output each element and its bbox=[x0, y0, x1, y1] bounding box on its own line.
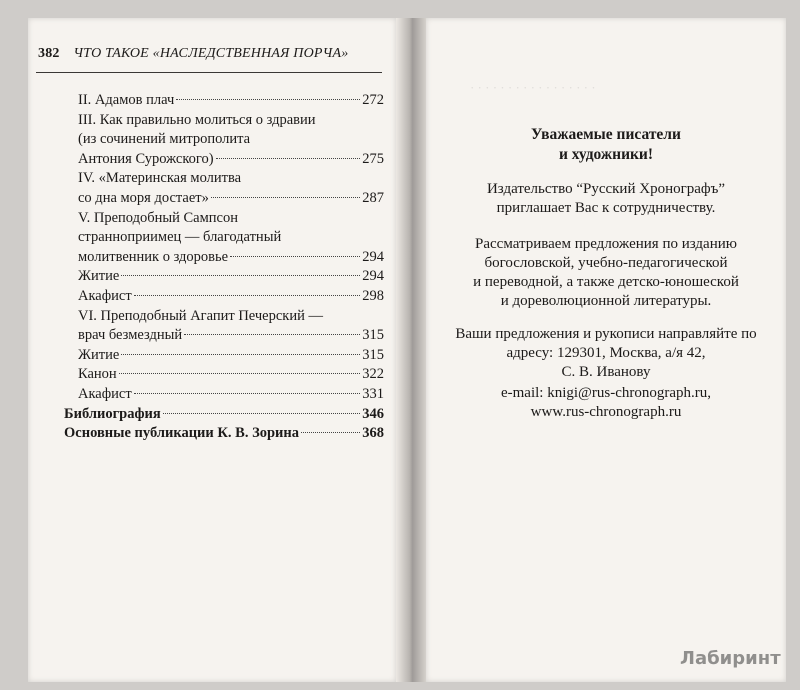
dot-leader bbox=[121, 354, 360, 355]
book-gutter bbox=[396, 18, 426, 682]
dot-leader bbox=[216, 158, 361, 159]
toc-entry-label: Библиография bbox=[64, 405, 161, 422]
toc-page-number: 298 bbox=[362, 287, 384, 304]
text-line: и переводной, а также детско-юношеской bbox=[473, 274, 739, 290]
dot-leader bbox=[121, 275, 360, 276]
text-line: адресу: 129301, Москва, а/я 42, bbox=[506, 345, 706, 361]
text-line: приглашает Вас к сотрудничеству. bbox=[496, 200, 716, 216]
toc-page-number: 287 bbox=[362, 189, 384, 206]
dot-leader bbox=[176, 99, 360, 100]
consider-paragraph bbox=[438, 235, 774, 311]
notice-heading bbox=[438, 125, 774, 165]
dot-leader bbox=[211, 197, 360, 198]
watermark-logo: Лабиринт bbox=[680, 648, 781, 669]
toc-page-number: 331 bbox=[362, 385, 384, 402]
toc-page-number: 294 bbox=[362, 248, 384, 265]
show-through-text: · · · · · · · · · · · · · · · · · bbox=[470, 80, 596, 95]
toc-entry-label: Житие bbox=[78, 346, 120, 363]
text-line: С. В. Иванову bbox=[561, 364, 651, 380]
table-of-contents bbox=[66, 92, 384, 445]
heading-line: Уважаемые писатели bbox=[531, 126, 681, 143]
toc-entry-label: II. Адамов плач bbox=[78, 92, 175, 108]
dot-leader bbox=[134, 393, 361, 394]
toc-page-number: 272 bbox=[362, 92, 384, 108]
toc-row bbox=[66, 229, 384, 249]
toc-entry-label: Канон bbox=[78, 366, 117, 383]
text-line: Издательство “Русский Хронографъ” bbox=[486, 181, 726, 197]
email-line: e-mail: knigi@rus-chronograph.ru, bbox=[500, 385, 711, 401]
toc-row bbox=[66, 249, 384, 269]
toc-page-number: 294 bbox=[362, 268, 384, 285]
toc-row bbox=[66, 268, 384, 288]
text-line: Рассматриваем предложения по изданию bbox=[475, 236, 737, 252]
toc-row bbox=[66, 190, 384, 210]
dot-leader bbox=[230, 256, 360, 257]
toc-entry-label: со дна моря достает» bbox=[78, 189, 209, 206]
toc-page-number: 368 bbox=[362, 425, 384, 442]
running-title: ЧТО ТАКОЕ «НАСЛЕДСТВЕННАЯ ПОРЧА» bbox=[73, 46, 349, 61]
toc-page-number: 275 bbox=[362, 150, 384, 167]
text-line: богословской, учебно-педагогической bbox=[484, 255, 728, 271]
toc-entry-label: V. Преподобный Сампсон bbox=[78, 209, 238, 226]
header-rule bbox=[36, 72, 382, 73]
dot-leader bbox=[184, 334, 360, 335]
toc-row bbox=[66, 210, 384, 230]
text-line: Ваши предложения и рукописи направляйте по bbox=[455, 326, 757, 342]
toc-row bbox=[66, 327, 384, 347]
toc-row bbox=[64, 406, 384, 426]
toc-page-number: 315 bbox=[362, 346, 384, 363]
text-line: и дореволюционной литературы. bbox=[500, 293, 712, 309]
toc-entry-label: Антония Сурожского) bbox=[78, 150, 214, 167]
toc-row bbox=[66, 288, 384, 308]
toc-entry-label: Акафист bbox=[78, 287, 132, 304]
toc-row bbox=[66, 151, 384, 171]
contact-paragraph bbox=[438, 384, 774, 422]
toc-row bbox=[66, 92, 384, 112]
heading-line: и художники! bbox=[558, 146, 654, 163]
running-head bbox=[38, 46, 380, 62]
toc-row bbox=[66, 170, 384, 190]
toc-entry-label: III. Как правильно молиться о здравии bbox=[78, 111, 316, 128]
submission-paragraph bbox=[438, 325, 774, 382]
toc-page-number: 322 bbox=[362, 366, 384, 383]
toc-entry-label: Житие bbox=[78, 268, 120, 285]
dot-leader bbox=[301, 432, 360, 433]
toc-entry-label: странноприимец — благодатный bbox=[78, 229, 282, 246]
toc-row bbox=[64, 425, 384, 445]
dot-leader bbox=[119, 373, 361, 374]
toc-entry-label: VI. Преподобный Агапит Печерский — bbox=[78, 307, 323, 324]
toc-entry-label: молитвенник о здоровье bbox=[78, 248, 229, 265]
toc-entry-label: Основные публикации К. В. Зорина bbox=[64, 425, 300, 442]
toc-row bbox=[66, 386, 384, 406]
toc-row bbox=[66, 112, 384, 132]
page-number: 382 bbox=[38, 46, 60, 61]
dot-leader bbox=[163, 413, 361, 414]
toc-row bbox=[66, 347, 384, 367]
invite-paragraph bbox=[438, 180, 774, 218]
toc-row bbox=[66, 366, 384, 386]
dot-leader bbox=[134, 295, 361, 296]
toc-row bbox=[66, 308, 384, 328]
toc-page-number: 346 bbox=[362, 405, 384, 422]
toc-entry-label: (из сочинений митрополита bbox=[78, 131, 251, 148]
toc-row bbox=[66, 131, 384, 151]
toc-page-number: 315 bbox=[362, 327, 384, 344]
toc-entry-label: врач безмездный bbox=[78, 327, 183, 344]
toc-entry-label: IV. «Материнская молитва bbox=[78, 170, 242, 187]
toc-entry-label: Акафист bbox=[78, 385, 132, 402]
website-line: www.rus-chronograph.ru bbox=[530, 404, 682, 420]
